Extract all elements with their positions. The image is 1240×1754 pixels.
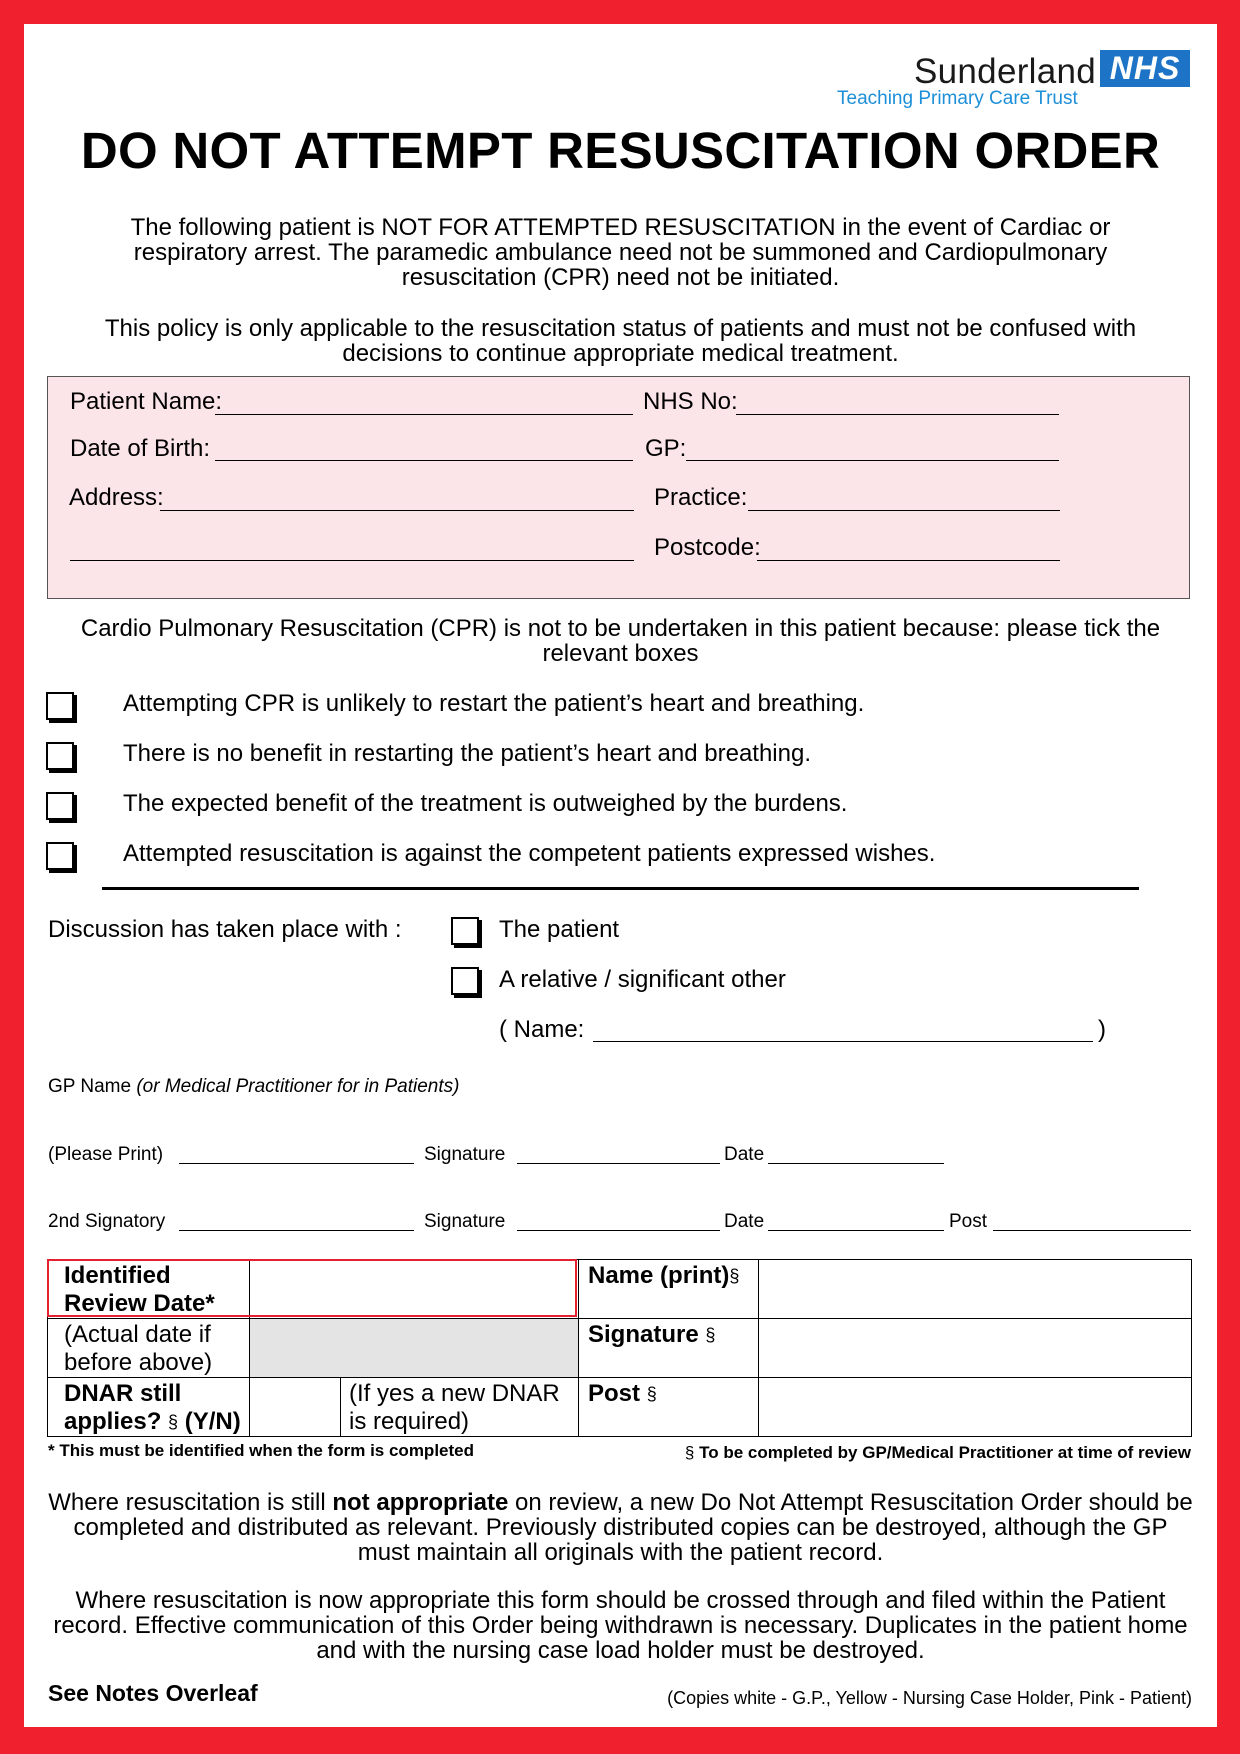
intro-paragraph-1: The following patient is NOT FOR ATTEMPTED RESUSCITATION in the event of Cardiac or respiratory arrest. The paramedic ambulance need not be summoned and Cardiopulmonary resuscitation (CPR) need not be initiated. [130,214,1111,291]
gp-date-label: Date [724,1144,765,1165]
review-table [47,1259,1192,1437]
reason-text-3: The expected benefit of the treatment is outweighed by the burdens. [123,790,848,817]
dnar-applies-cell[interactable] [250,1378,341,1437]
please-print-label: (Please Print) [48,1144,164,1165]
discussion-relative-label: A relative / significant other [499,966,786,993]
nhs-no-label: NHS No: [643,388,738,415]
section-divider [102,887,1139,890]
practice-label: Practice: [654,484,748,511]
review-post-cell[interactable] [759,1378,1192,1437]
dob-label: Date of Birth: [70,435,211,462]
gp-name-heading [48,1076,459,1098]
reason-text-4: Attempted resuscitation is against the competent patients expressed wishes. [123,840,936,867]
patient-name-field[interactable] [215,414,633,415]
gp-date-field[interactable] [768,1163,944,1164]
identified-footnote: * This must be identified when the form is completed [48,1441,474,1460]
closing-paragraph-1: Where resuscitation is still not appropriate on review, a new Do Not Attempt Resuscitation Order should be completed and distributed as relevant. Previously distributed copies can be destroyed, although the GP must maintain all originals with the patient record. [48,1489,1193,1566]
address-field-1[interactable] [160,510,634,511]
completed-by-footnote: § To be completed by GP/Medical Practitioner at time of review [684,1443,1191,1462]
reason-text-1: Attempting CPR is unlikely to restart the patient’s heart and breathing. [123,690,865,717]
review-name-cell[interactable] [759,1260,1192,1319]
actual-date-label: (Actual date if before above) [48,1319,250,1378]
reason-checkbox-2[interactable] [46,742,74,770]
actual-date-cell[interactable] [250,1319,579,1378]
reason-checkbox-1[interactable] [46,692,74,720]
second-signature-label: Signature [424,1211,506,1232]
practice-field[interactable] [748,510,1060,511]
reasons-intro: Cardio Pulmonary Resuscitation (CPR) is not to be undertaken in this patient because: please tick the relevant boxes [80,615,1161,667]
postcode-field[interactable] [757,560,1060,561]
postcode-label: Postcode: [654,534,761,561]
review-signature-cell[interactable] [759,1319,1192,1378]
second-date-field[interactable] [768,1230,944,1231]
org-name: Sunderland [914,52,1097,91]
dob-field[interactable] [215,460,633,461]
second-post-label: Post [949,1211,988,1232]
review-signature-label: Signature § [579,1319,759,1378]
copies-note: (Copies white - G.P., Yellow - Nursing Case Holder, Pink - Patient) [667,1688,1192,1708]
nhs-logo: NHS [1100,50,1190,87]
review-date-label: Identified Review Date* [48,1260,250,1319]
gp-name-heading-text: GP Name [48,1076,132,1097]
intro-paragraph-2: This policy is only applicable to the resuscitation status of patients and must not be confused with decisions to continue appropriate medical treatment. [104,315,1137,367]
address-field-2[interactable] [70,560,634,561]
nhs-no-field[interactable] [736,414,1059,415]
relative-name-label: ( Name: [499,1016,585,1043]
second-signatory-field[interactable] [179,1230,414,1231]
form-page [24,24,1217,1727]
gp-field[interactable] [686,460,1059,461]
relative-name-field[interactable] [593,1041,1093,1042]
reason-checkbox-3[interactable] [46,792,74,820]
gp-label: GP: [645,435,687,462]
second-signature-field[interactable] [517,1230,720,1231]
second-post-field[interactable] [993,1230,1191,1231]
review-post-label: Post § [579,1378,759,1437]
gp-print-name-field[interactable] [179,1163,414,1164]
gp-signature-label: Signature [424,1144,506,1165]
trust-name: Teaching Primary Care Trust [837,88,1078,109]
reason-text-2: There is no benefit in restarting the patient’s heart and breathing. [123,740,811,767]
if-yes-note: (If yes a new DNAR is required) [341,1378,579,1437]
patient-details-panel [47,376,1190,599]
discussion-label: Discussion has taken place with : [48,916,402,943]
closing-paragraph-2: Where resuscitation is now appropriate this form should be crossed through and filed within the Patient record. Effective communication of this Order being withdrawn is necessary. Duplicates in the patient home and with the nursing case load holder must be destroyed. [53,1587,1188,1664]
second-date-label: Date [724,1211,765,1232]
discussion-patient-label: The patient [499,916,620,943]
dnar-applies-label: DNAR still applies? § (Y/N) [48,1378,250,1437]
review-name-label: Name (print)§ [579,1260,759,1319]
reason-checkbox-4[interactable] [46,842,74,870]
patient-name-label: Patient Name: [70,388,223,415]
second-signatory-label: 2nd Signatory [48,1211,166,1232]
gp-signature-field[interactable] [517,1163,720,1164]
page-title: DO NOT ATTEMPT RESUSCITATION ORDER [80,122,1161,179]
discussion-patient-checkbox[interactable] [451,917,479,945]
review-date-cell[interactable] [250,1260,579,1319]
address-label: Address: [69,484,164,511]
see-notes-overleaf: See Notes Overleaf [48,1680,258,1706]
gp-name-heading-note: (or Medical Practitioner for in Patients) [136,1076,460,1097]
discussion-relative-checkbox[interactable] [451,967,479,995]
relative-name-close: ) [1098,1016,1106,1043]
